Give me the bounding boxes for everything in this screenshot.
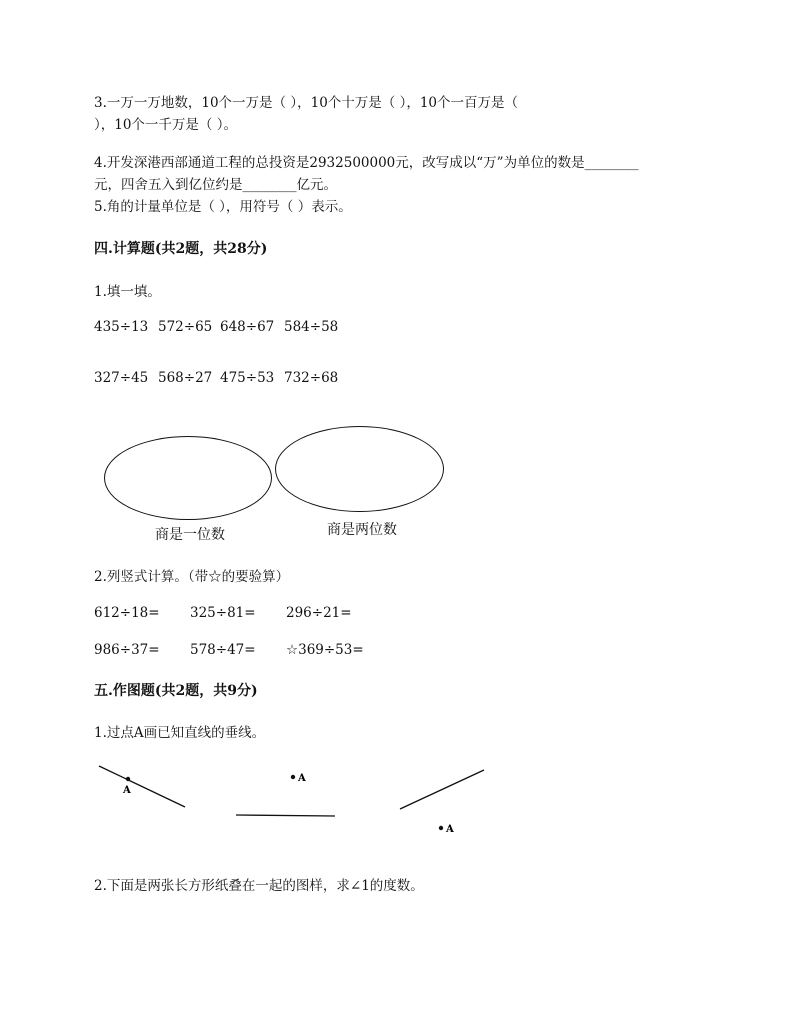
division-item: 568÷27 (158, 370, 213, 386)
s4-p1-title: 1.填一填。 (94, 284, 161, 300)
calc-item: 612÷18= (94, 605, 160, 621)
calc-item: 296÷21= (286, 605, 352, 621)
division-item: 435÷13 (94, 319, 149, 335)
point-a-2-label: A (298, 773, 306, 784)
q3-line1: 3.一万一万地数，10个一万是（ ），10个十万是（ ），10个一百万是（ (94, 95, 518, 111)
point-a-2 (291, 775, 295, 779)
oval-left-label: 商是一位数 (155, 527, 225, 543)
point-a-3 (439, 826, 443, 830)
section4-heading: 四.计算题(共2题，共28分) (94, 241, 268, 257)
division-item: 584÷58 (284, 319, 339, 335)
line-2 (236, 815, 335, 816)
q5-text: 5.角的计量单位是（ ），用符号（ ）表示。 (94, 199, 352, 215)
q4-line2: 元，四舍五入到亿位约是________亿元。 (94, 177, 337, 193)
point-a-1-label: A (123, 785, 131, 796)
division-item: 327÷45 (94, 370, 149, 386)
s4-p2-title: 2.列竖式计算。（带☆的要验算） (94, 569, 290, 585)
point-a-1 (126, 777, 130, 781)
division-item: 475÷53 (220, 370, 275, 386)
s5-p2-title: 2.下面是两张长方形纸叠在一起的图样，求∠1的度数。 (94, 878, 424, 894)
section5-heading: 五.作图题(共2题，共9分) (94, 683, 258, 699)
calc-item: ☆369÷53= (286, 642, 364, 658)
division-item: 572÷65 (158, 319, 213, 335)
division-item: 732÷68 (284, 370, 339, 386)
oval-right-label: 商是两位数 (327, 522, 397, 538)
point-a-3-label: A (446, 824, 454, 835)
line-1 (99, 766, 185, 807)
calc-item: 325÷81= (190, 605, 256, 621)
division-item: 648÷67 (220, 319, 275, 335)
s5-p1-title: 1.过点A画已知直线的垂线。 (94, 725, 266, 741)
line-3 (400, 770, 484, 809)
calc-item: 578÷47= (190, 642, 256, 658)
calc-item: 986÷37= (94, 642, 160, 658)
q3-line2: ），10个一千万是（ ）。 (94, 117, 237, 133)
q4-line1: 4.开发深港西部通道工程的总投资是2932500000元，改写成以“万”为单位的数是________ (94, 155, 639, 171)
